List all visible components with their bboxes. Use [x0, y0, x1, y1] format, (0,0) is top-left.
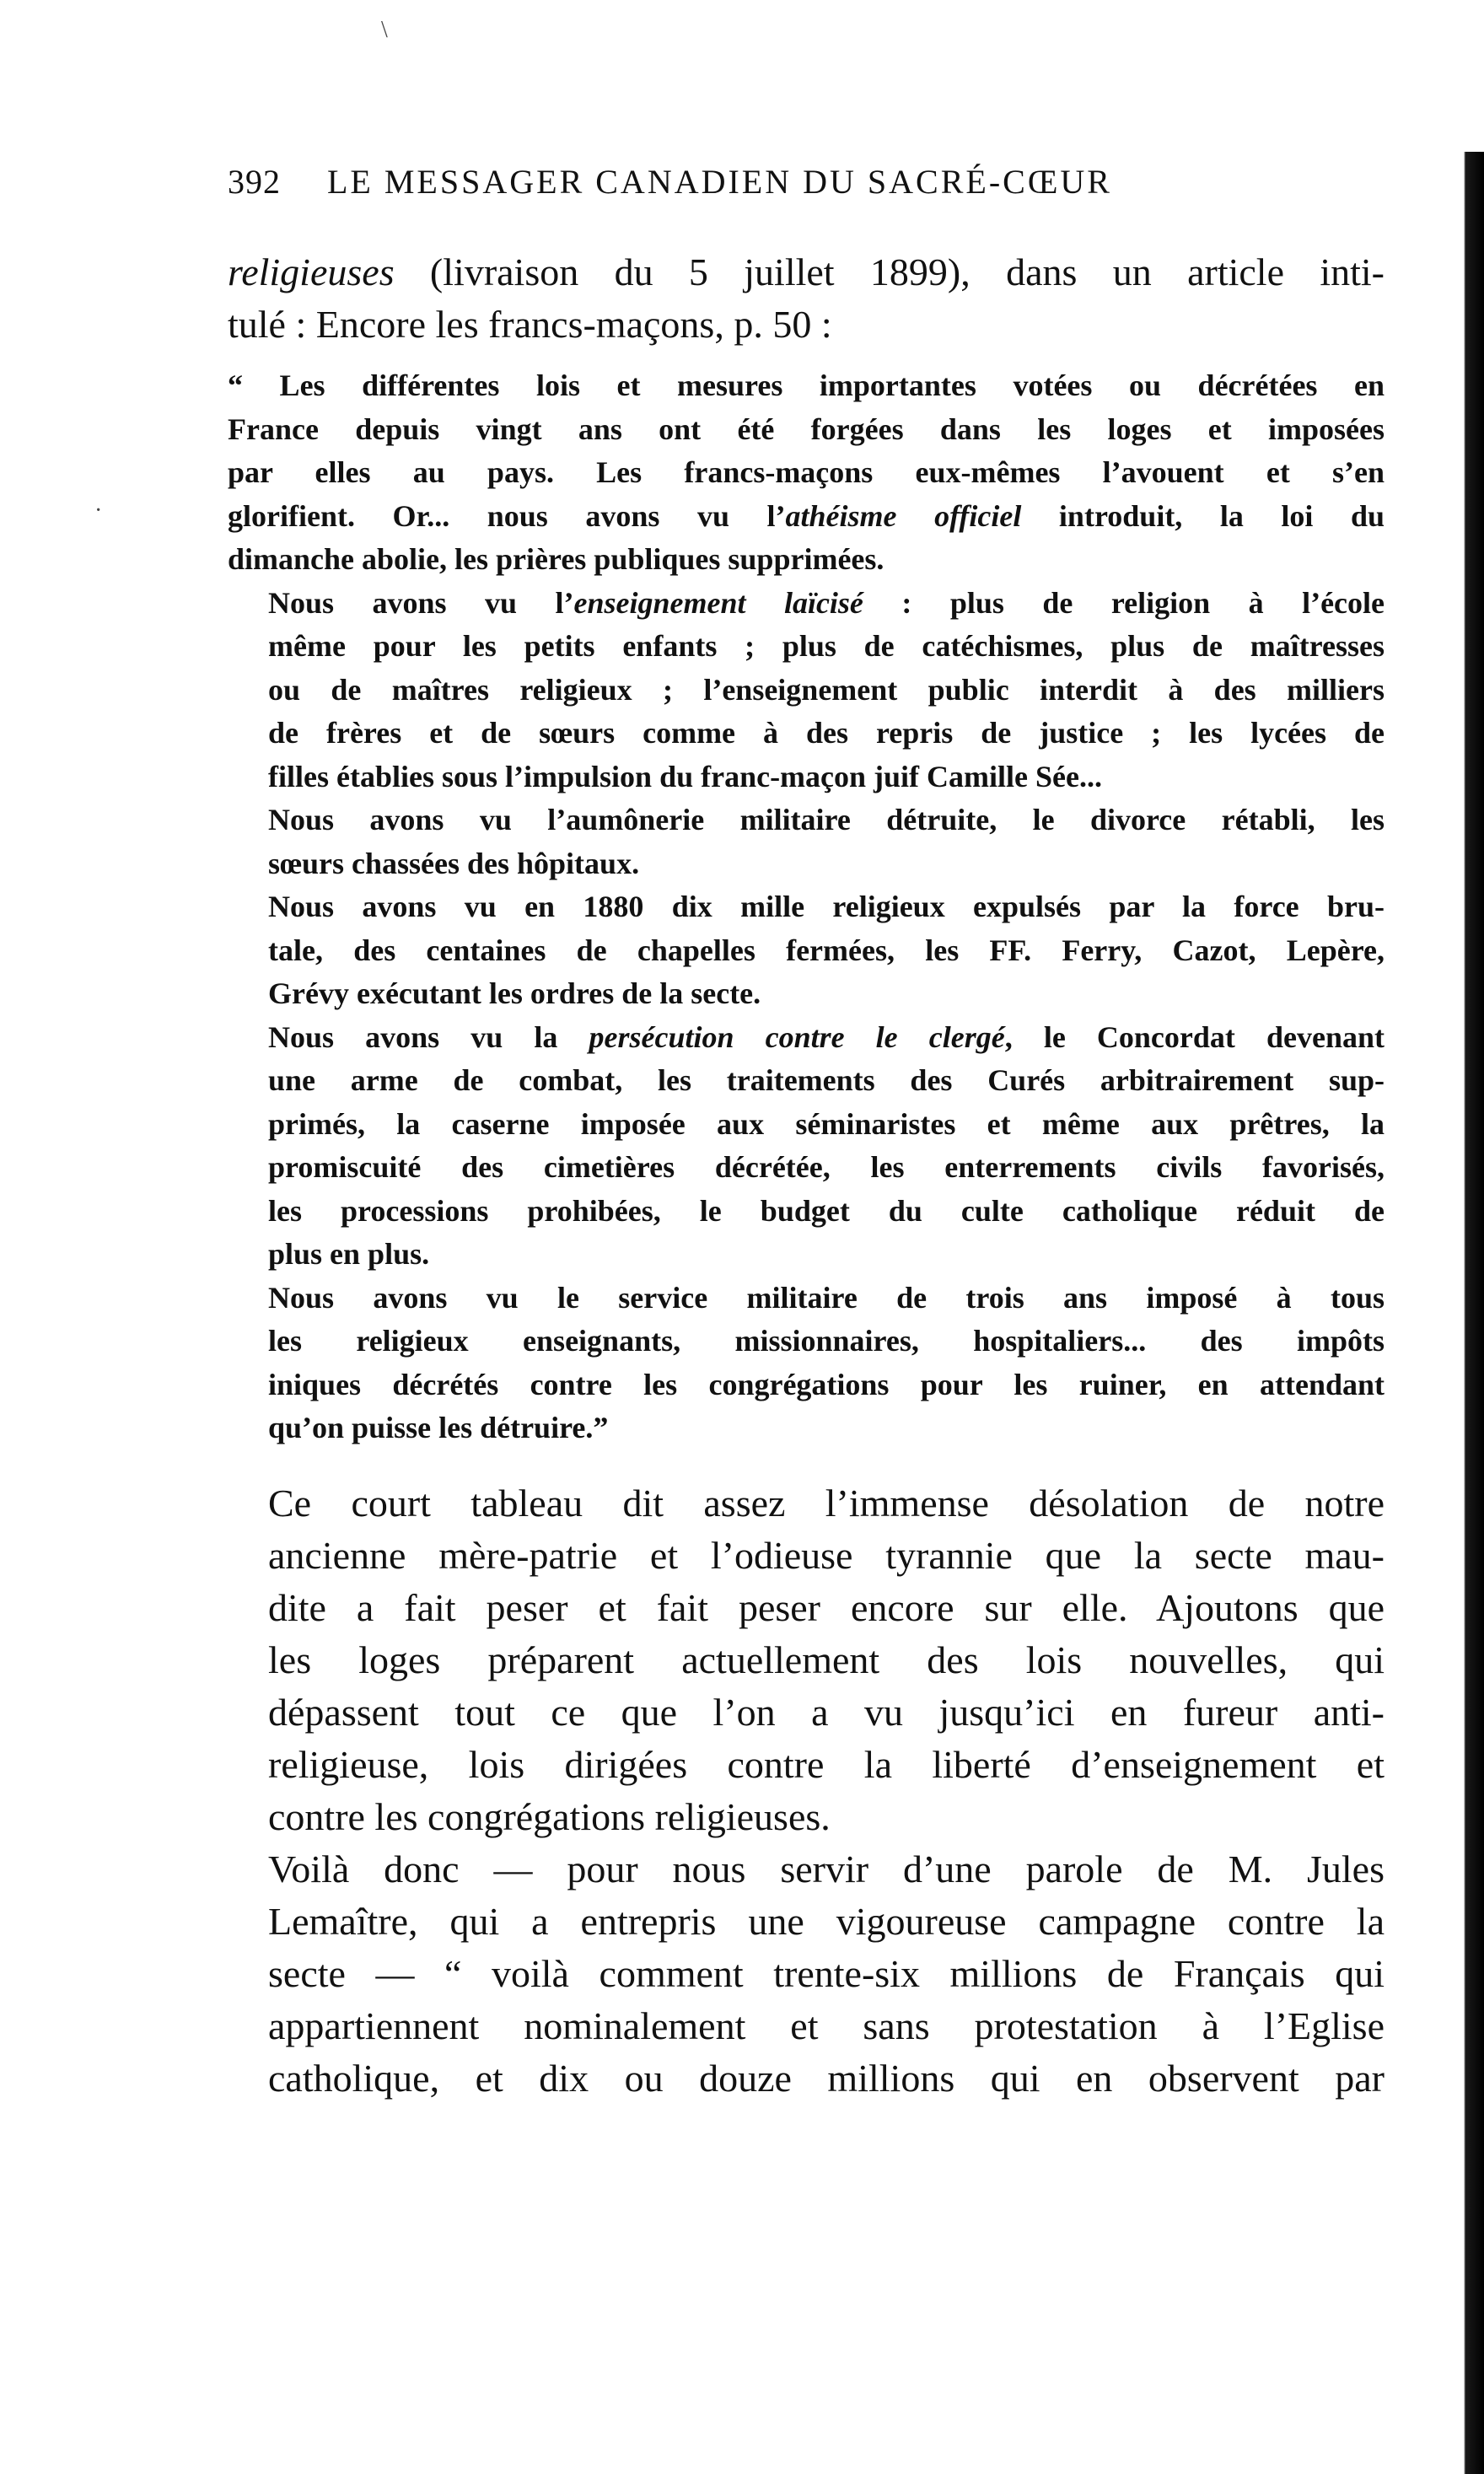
text-line: Grévy exécutant les ordres de la secte. — [268, 976, 761, 1010]
quote-paragraph — [228, 799, 1385, 885]
quote-paragraph — [228, 885, 1385, 1016]
text-line: dépassent tout ce que l’on a vu jusqu’ici en fureur anti- — [268, 1691, 1385, 1734]
text-line: tulé : Encore les francs-maçons, p. 50 : — [228, 303, 832, 346]
text-line: tale, des centaines de chapelles fermées, les FF. Ferry, Cazot, Lepère, — [268, 933, 1385, 967]
text-line: les processions prohibées, le budget du culte catholique réduit de — [268, 1193, 1385, 1228]
scan-speck: \ — [381, 17, 388, 43]
text-line: iniques décrétés contre les congrégations pour les ruiner, en attendant — [268, 1367, 1385, 1401]
text-line: les loges préparent actuellement des lois nouvelles, qui — [268, 1638, 1385, 1681]
text-line: France depuis vingt ans ont été forgées dans les loges et imposées — [228, 411, 1385, 446]
quote-paragraph — [228, 364, 1385, 582]
block-quotation — [228, 364, 1385, 1450]
running-title: LE MESSAGER CANADIEN DU SACRÉ-CŒUR — [327, 163, 1112, 201]
text-line: une arme de combat, les traitements des Curés arbitrairement sup- — [268, 1063, 1385, 1097]
running-header — [228, 162, 1349, 202]
body-paragraph — [228, 1477, 1385, 1843]
text-line: filles établies sous l’impulsion du franc-maçon juif Camille Sée... — [268, 759, 1102, 793]
text-line: promiscuité des cimetières décrétée, les enterrements civils favorisés, — [268, 1150, 1385, 1184]
scan-speck: · — [94, 497, 103, 524]
body-paragraph — [228, 1843, 1385, 2105]
text-line: contre les congrégations religieuses. — [268, 1795, 831, 1838]
quote-paragraph — [228, 582, 1385, 799]
text-line: Nous avons vu en 1880 dix mille religieux expulsés par la force bru- — [268, 890, 1385, 923]
text-line: qu’on puisse les détruire.” — [268, 1411, 609, 1444]
text-line: Ce court tableau dit assez l’immense désolation de notre — [268, 1482, 1385, 1525]
intro-paragraph — [228, 246, 1385, 351]
text-line: “ Les différentes lois et mesures importantes votées ou décrétées en — [228, 368, 1385, 402]
text-line: plus en plus. — [268, 1237, 430, 1271]
body-text — [228, 1477, 1385, 2105]
text-line: Nous avons vu le service militaire de trois ans imposé à tous — [268, 1280, 1385, 1315]
text-line: même pour les petits enfants ; plus de catéchismes, plus de maîtresses — [268, 629, 1385, 663]
page-number: 392 — [228, 163, 281, 201]
text-line: Nous avons vu l’aumônerie militaire détruite, le divorce rétabli, les — [268, 803, 1385, 836]
quote-paragraph — [228, 1277, 1385, 1450]
text-line: religieuse, lois dirigées contre la liberté d’enseignement et — [268, 1743, 1385, 1786]
text-line: glorifient. Or... nous avons vu l’athéisme officiel introduit, la loi du — [228, 498, 1385, 533]
quote-paragraph — [228, 1016, 1385, 1277]
italic-word: religieuses — [228, 250, 395, 293]
text-line: secte — “ voilà comment trente-six millions de Français qui — [268, 1952, 1385, 1995]
text-line: religieuses (livraison du 5 juillet 1899), dans un article inti- — [228, 250, 1385, 293]
text-line: ancienne mère-patrie et l’odieuse tyrannie que la secte mau- — [268, 1534, 1385, 1577]
text-line: dimanche abolie, les prières publiques supprimées. — [228, 542, 884, 576]
text-line: dite a fait peser et fait peser encore sur elle. Ajoutons que — [268, 1586, 1385, 1629]
text-line: ou de maîtres religieux ; l’enseignement public interdit à des milliers — [268, 672, 1385, 707]
text-line: Lemaître, qui a entrepris une vigoureuse campagne contre la — [268, 1900, 1385, 1943]
text-line: les religieux enseignants, missionnaires, hospitaliers... des impôts — [268, 1324, 1385, 1358]
text-line: sœurs chassées des hôpitaux. — [268, 846, 640, 880]
text-line: catholique, et dix ou douze millions qui en observent par — [268, 2057, 1385, 2100]
text-line: Voilà donc — pour nous servir d’une parole de M. Jules — [268, 1847, 1385, 1890]
text-line: appartiennent nominalement et sans protestation à l’Eglise — [268, 2004, 1385, 2047]
text-line: Nous avons vu la persécution contre le clergé, le Concordat devenant — [268, 1019, 1385, 1054]
text-line: Nous avons vu l’enseignement laïcisé : plus de religion à l’école — [268, 585, 1385, 620]
page-binding-shadow — [1452, 152, 1484, 2474]
text-line: primés, la caserne imposée aux séminaristes et même aux prêtres, la — [268, 1106, 1385, 1141]
text-line: de frères et de sœurs comme à des repris de justice ; les lycées de — [268, 716, 1385, 750]
text-line: par elles au pays. Les francs-maçons eux-mêmes l’avouent et s’en — [228, 455, 1385, 489]
